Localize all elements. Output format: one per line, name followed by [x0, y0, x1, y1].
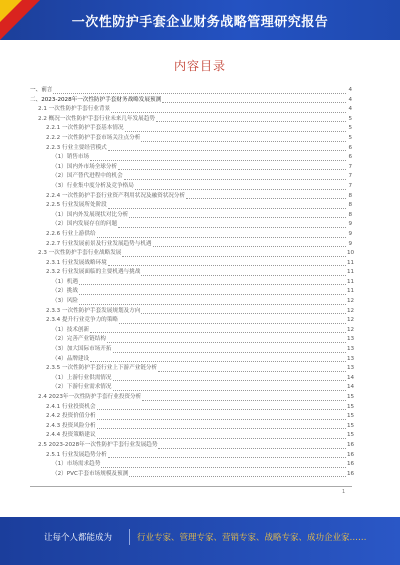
toc-entry-title: （1）销售市场 [52, 154, 90, 161]
toc-entry-title: 2.3.3 一次性防护手套发展规划及方向 [46, 307, 141, 314]
toc-entry[interactable] [30, 470, 355, 480]
toc-entry-page: 7 [348, 173, 352, 180]
toc-entry[interactable] [30, 172, 352, 182]
toc-entry-page: 13 [347, 355, 355, 362]
toc-entry-title: 2.2.7 行业发展前景及行业发展趋势与机遇 [46, 240, 152, 247]
toc-leader-dots [101, 467, 346, 468]
toc-entry-page: 11 [347, 269, 355, 276]
toc-entry-title: （1）国内外发展现状对比分析 [52, 211, 129, 218]
toc-entry-page: 15 [347, 403, 355, 410]
toc-leader-dots [186, 198, 346, 199]
toc-leader-dots [108, 150, 346, 151]
toc-entry-title: 2.4.3 投资风险分析 [46, 422, 96, 429]
toc-entry-page: 8 [348, 211, 352, 218]
toc-entry-page: 11 [347, 288, 355, 295]
toc-entry-title: 2.3.5 一次性防护手套行业上下游产业链分析 [46, 365, 158, 372]
toc-leader-dots [113, 390, 347, 391]
toc-entry[interactable] [30, 451, 355, 461]
toc-entry-page: 8 [348, 202, 352, 209]
toc-entry[interactable] [30, 316, 355, 326]
toc-entry[interactable] [30, 182, 352, 192]
toc-entry[interactable] [30, 259, 355, 269]
toc-entry-title: 2.2.1 一次性防护手套基本情况 [46, 125, 124, 132]
toc-entry[interactable] [30, 460, 355, 470]
toc-entry-title: 2.5.1 行业发展趋势分析 [46, 451, 107, 458]
toc-entry-title: 2.5 2023-2028年一次性防护手套行业发展趋势 [38, 441, 158, 448]
toc-leader-dots [113, 352, 347, 353]
toc-leader-dots [90, 332, 346, 333]
toc-entry-title: （3）行业集中度分析及竞争格局 [52, 182, 134, 189]
toc-leader-dots [90, 361, 346, 362]
toc-entry-title: 2.3 一次性防护手套行业战略发展 [38, 250, 122, 257]
toc-entry-page: 16 [347, 451, 355, 458]
toc-entry-page: 9 [348, 221, 352, 228]
toc-leader-dots [90, 160, 346, 161]
toc-leader-dots [107, 342, 346, 343]
toc-entry[interactable] [30, 211, 352, 221]
toc-leader-dots [141, 141, 346, 142]
toc-entry-title: （2）PVC手套市场规模及预测 [52, 470, 129, 477]
toc-entry[interactable] [30, 364, 355, 374]
toc-entry[interactable] [30, 220, 352, 230]
header-banner [0, 0, 400, 40]
toc-leader-dots [118, 227, 346, 228]
toc-entry[interactable] [30, 403, 355, 413]
toc-entry-page: 4 [348, 87, 352, 93]
toc-entry[interactable] [30, 268, 355, 278]
toc-entry[interactable] [30, 412, 355, 422]
toc-entry[interactable] [30, 335, 355, 345]
toc-entry[interactable] [30, 345, 355, 355]
toc-entry-page: 14 [347, 374, 355, 381]
toc-entry[interactable] [30, 115, 352, 125]
footer-separator [129, 529, 130, 545]
toc-entry-page: 14 [347, 384, 355, 391]
toc-entry-page: 4 [348, 96, 352, 103]
toc-entry-page: 12 [347, 326, 355, 333]
toc-entry[interactable] [30, 124, 352, 134]
toc-entry[interactable] [30, 393, 355, 403]
toc-entry-title: 2.4.2 投资价值分析 [46, 413, 96, 420]
toc-entry-title: （2）完善产业链结构 [52, 336, 106, 343]
toc-entry[interactable] [30, 86, 352, 96]
toc-entry-page: 5 [348, 134, 352, 141]
toc-entry-title: 2.2.4 一次性防护手套行业资产利用状况及融资状况分析 [46, 192, 186, 199]
toc-entry-page: 9 [348, 230, 352, 237]
toc-entry[interactable] [30, 297, 355, 307]
toc-entry-title: 2.2.5 行业发展所处阶段 [46, 202, 107, 209]
toc-leader-dots [153, 246, 346, 247]
toc-entry-title: 一、前言 [30, 87, 53, 93]
toc-leader-dots [135, 189, 346, 190]
toc-entry-page: 15 [347, 413, 355, 420]
toc-leader-dots [113, 380, 347, 381]
toc-leader-dots [108, 457, 346, 458]
toc-entry[interactable] [30, 355, 355, 365]
toc-entry-title: （4）品牌建设 [52, 355, 90, 362]
toc-leader-dots [141, 275, 346, 276]
toc-entry-page: 7 [348, 182, 352, 189]
toc-leader-dots [141, 313, 346, 314]
toc-entry-title: （1）国内外市场全球分析 [52, 163, 118, 170]
toc-entry-page: 16 [347, 461, 355, 468]
toc-leader-dots [162, 102, 346, 103]
toc-entry[interactable] [30, 383, 355, 393]
toc-entry-page: 16 [347, 441, 355, 448]
toc-entry[interactable] [30, 134, 352, 144]
toc-leader-dots [158, 448, 346, 449]
toc-entry-page: 5 [348, 115, 352, 122]
toc-leader-dots [111, 112, 346, 113]
toc-entry-title: （2）国内发展存在的问题 [52, 221, 118, 228]
toc-entry-title: （2）下游行业需求情况 [52, 384, 112, 391]
toc-leader-dots [156, 121, 346, 122]
footer-divider [30, 486, 352, 487]
toc-entry[interactable] [30, 287, 355, 297]
toc-entry[interactable] [30, 374, 355, 384]
toc-entry[interactable] [30, 105, 352, 115]
toc-entry-page: 6 [348, 154, 352, 161]
toc-entry[interactable] [30, 278, 355, 288]
toc-entry-page: 13 [347, 365, 355, 372]
toc-heading: 内容目录 [173, 59, 226, 73]
toc-entry-page: 12 [347, 298, 355, 305]
toc-leader-dots [119, 323, 346, 324]
report-title: 一次性防护手套企业财务战略管理研究报告 [71, 15, 329, 30]
toc-leader-dots [97, 237, 346, 238]
toc-leader-dots [158, 371, 346, 372]
toc-entry-title: 2.2.6 行业上游供给 [46, 230, 96, 237]
toc-entry-title: 2.2.2 一次性防护手套市场关注点分析 [46, 134, 141, 141]
toc-leader-dots [79, 304, 346, 305]
toc-entry-page: 7 [348, 163, 352, 170]
toc-entry-title: （3）风险 [52, 298, 78, 305]
toc-entry-title: 2.3.4 提升行业竞争力的策略 [46, 317, 118, 324]
toc-leader-dots [97, 409, 346, 410]
toc-entry[interactable] [30, 307, 355, 317]
toc-entry-title: （2）国产替代进程中的机会 [52, 173, 123, 180]
toc-entry-title: 2.2 概况一次性防护手套行业未来几年发展趋势 [38, 115, 155, 122]
toc-leader-dots [53, 93, 346, 94]
toc-leader-dots [79, 284, 346, 285]
toc-entry-title: 2.2.3 行业主要经营模式 [46, 144, 107, 151]
toc-leader-dots [124, 179, 346, 180]
toc-leader-dots [125, 131, 346, 132]
table-of-contents [30, 86, 355, 479]
toc-entry-page: 12 [347, 307, 355, 314]
toc-entry[interactable] [30, 201, 352, 211]
toc-entry-title: （1）机遇 [52, 278, 78, 285]
toc-entry-title: 2.3.2 行业发展面临的主要机遇与挑战 [46, 269, 141, 276]
toc-entry-title: （1）市场需求趋势 [52, 461, 101, 468]
toc-leader-dots [142, 400, 346, 401]
toc-entry-title: 2.1 一次性防护手套行业背景 [38, 106, 111, 113]
toc-entry[interactable] [30, 441, 355, 451]
toc-entry[interactable] [30, 153, 352, 163]
toc-entry-page: 15 [347, 394, 355, 400]
toc-leader-dots [118, 169, 346, 170]
footer-slogan-left: 让每个人都能成为 [44, 533, 113, 543]
toc-entry-page: 16 [347, 470, 355, 477]
toc-leader-dots [97, 428, 346, 429]
toc-entry[interactable] [30, 144, 352, 154]
toc-entry[interactable] [30, 326, 355, 336]
toc-entry-title: （1）上游行业供需情况 [52, 374, 112, 381]
toc-leader-dots [79, 294, 346, 295]
toc-leader-dots [108, 265, 346, 266]
toc-entry[interactable] [30, 192, 352, 202]
toc-entry-title: （2）挑战 [52, 288, 78, 295]
footer-slogan-right: 行业专家、管理专家、营销专家、战略专家、成功企业家…… [137, 533, 367, 543]
toc-entry-page: 6 [348, 144, 352, 151]
toc-entry-page: 15 [347, 422, 355, 429]
page-number: 1 [342, 489, 346, 495]
toc-entry[interactable] [30, 163, 352, 173]
toc-leader-dots [97, 419, 346, 420]
toc-entry-title: 2.3.1 行业发展战略环境 [46, 259, 107, 266]
toc-entry-page: 12 [347, 317, 355, 324]
toc-leader-dots [97, 438, 346, 439]
footer-banner [0, 517, 400, 565]
toc-entry-title: （3）加大国际市场开拓 [52, 346, 112, 353]
toc-entry-page: 11 [347, 259, 355, 266]
toc-entry-title: 2.4 2023年一次性防护手套行业投资分析 [38, 394, 142, 400]
toc-entry-page: 13 [347, 336, 355, 343]
toc-leader-dots [129, 476, 346, 477]
toc-entry-title: 2.4.1 行业投资机会 [46, 403, 96, 410]
toc-entry-page: 15 [347, 432, 355, 439]
toc-entry[interactable] [30, 240, 352, 250]
toc-entry-title: （1）技术创新 [52, 326, 90, 333]
toc-entry[interactable] [30, 249, 355, 259]
toc-entry-page: 5 [348, 125, 352, 132]
toc-leader-dots [108, 208, 346, 209]
toc-entry[interactable] [30, 96, 352, 106]
toc-entry[interactable] [30, 422, 355, 432]
toc-entry-page: 13 [347, 346, 355, 353]
toc-entry[interactable] [30, 431, 355, 441]
toc-entry-page: 11 [347, 278, 355, 285]
toc-leader-dots [122, 256, 346, 257]
toc-entry-title: 2.4.4 投资策略建议 [46, 432, 96, 439]
toc-entry-page: 4 [348, 106, 352, 113]
toc-entry-title: 二、2023-2028年一次性防护手套财务战略发展预测 [30, 96, 162, 103]
toc-leader-dots [129, 217, 346, 218]
toc-entry-page: 10 [347, 250, 355, 257]
toc-entry[interactable] [30, 230, 352, 240]
toc-entry-page: 8 [348, 192, 352, 199]
toc-entry-page: 9 [348, 240, 352, 247]
